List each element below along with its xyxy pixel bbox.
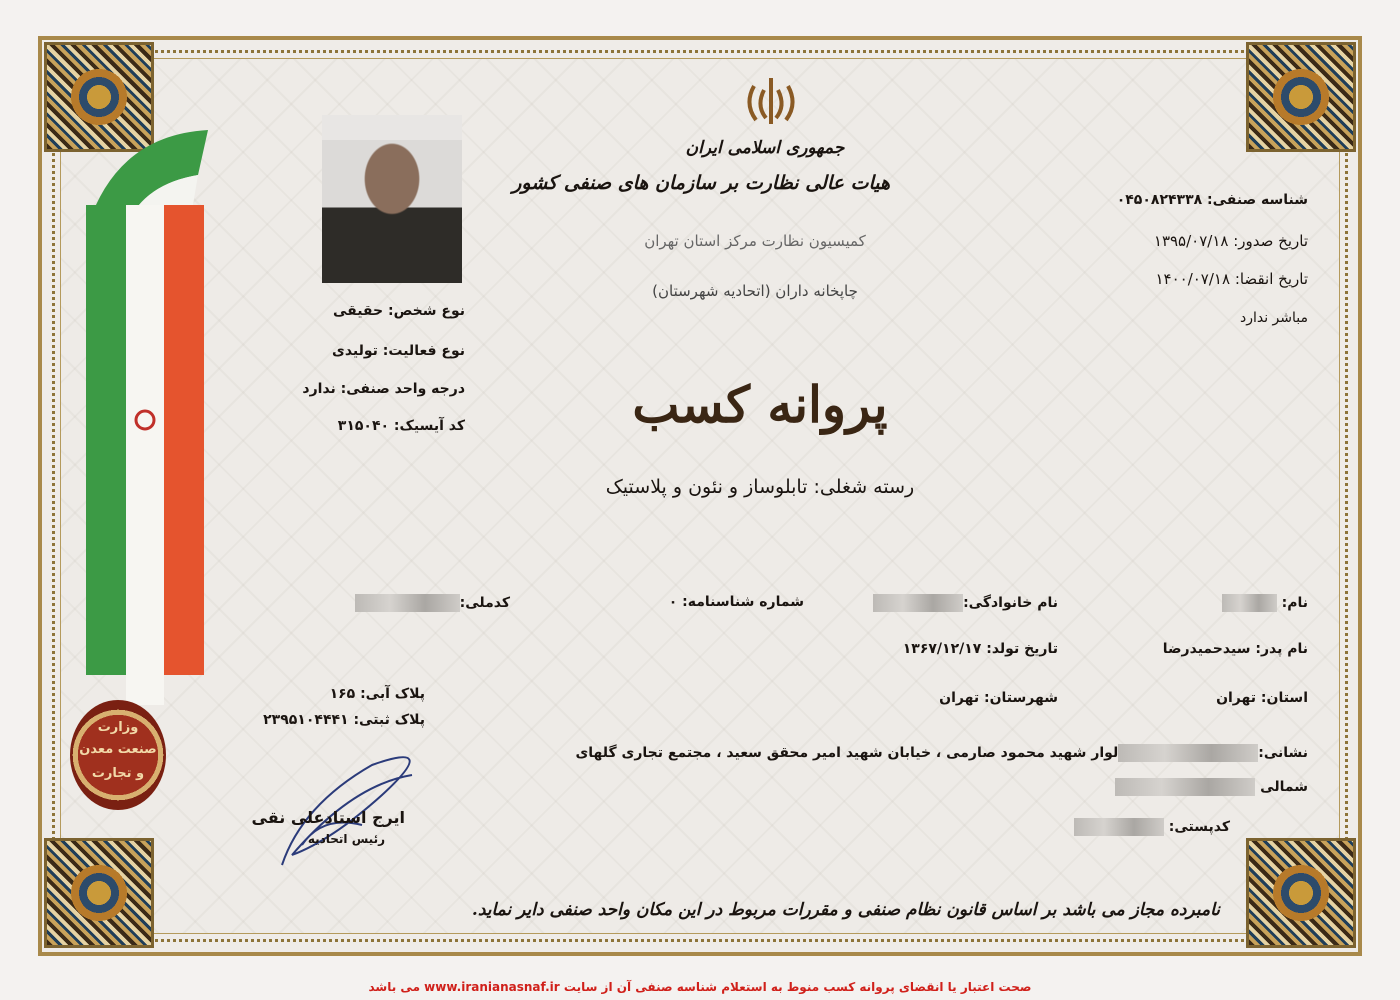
unit-grade: درجه واحد صنفی: ندارد <box>302 381 465 397</box>
person-type: نوع شخص: حقیقی <box>332 303 465 319</box>
blue-plate: پلاک آبی: ۱۶۵ <box>329 686 425 702</box>
guild-id: شناسه صنفی: ۰۴۵۰۸۲۴۳۳۸ <box>1116 192 1308 208</box>
province-field: استان: تهران <box>1216 690 1308 706</box>
issue-date: تاریخ صدور: ۱۳۹۵/۰۷/۱۸ <box>1153 232 1308 250</box>
city-field: شهرستان: تهران <box>939 690 1058 706</box>
occupation-category: رسته شغلی: تابلوساز و نئون و پلاستیک <box>605 476 915 498</box>
redacted-name <box>1222 594 1277 612</box>
ornament-corner-bottom-left <box>44 838 154 948</box>
national-code-field: کدملی: <box>355 594 510 612</box>
birth-date-field: تاریخ تولد: ۱۳۶۷/۱۲/۱۷ <box>902 641 1058 657</box>
address-line-2: شمالی <box>1115 778 1308 796</box>
address-field: نشانی:لوار شهید محمود صارمی ، خیابان شهید امیر محقق سعید ، مجتمع تجاری گلهای <box>575 745 1308 761</box>
activity-type: نوع فعالیت: تولیدی <box>332 343 465 359</box>
name-field: نام: <box>1222 594 1308 612</box>
footer-verification-note: صحت اعتبار یا انقضای پروانه کسب منوط به استعلام شناسه صنفی آن از سایت www.iranianasnaf.ir می باشد <box>368 980 1032 994</box>
redacted-national-code <box>355 594 460 612</box>
agent-status: مباشر ندارد <box>1239 310 1308 326</box>
issue-date-value: ۱۳۹۵/۰۷/۱۸ <box>1153 232 1229 250</box>
address-value: لوار شهید محمود صارمی ، خیابان شهید امیر محقق سعید ، مجتمع تجاری گلهای <box>575 745 1119 761</box>
expiry-date-value: ۱۴۰۰/۰۷/۱۸ <box>1155 270 1231 288</box>
header-republic: جمهوری اسلامی ایران <box>685 138 845 158</box>
postal-code-field: کدپستی: <box>1074 818 1230 836</box>
guild-id-value: ۰۴۵۰۸۲۴۳۳۸ <box>1116 192 1203 208</box>
holder-photo-pixelated <box>322 115 462 283</box>
redacted-family-name <box>873 594 963 612</box>
iran-emblem-icon <box>742 72 800 130</box>
permission-statement: نامبرده مجاز می باشد بر اساس قانون نظام صنفی و مقررات مربوط در این مکان واحد صنفی دایر نماید. <box>471 900 1220 920</box>
signatory-name: ایرج استادعلی نقی <box>251 808 405 827</box>
redacted-address <box>1118 744 1258 762</box>
registry-plate: پلاک ثبتی: ۲۳۹۵۱۰۴۴۴۱ <box>263 712 425 728</box>
certificate-title: پروانه کسب <box>632 375 888 434</box>
father-name-field: نام پدر: سیدحمیدرضا <box>1162 641 1308 657</box>
iran-flag-ribbon-icon <box>78 115 208 705</box>
ornament-corner-top-right <box>1246 42 1356 152</box>
seal-text-2: صنعت معدن <box>79 742 157 757</box>
header-supervisory-board: هیات عالی نظارت بر سازمان های صنفی کشور <box>512 172 890 194</box>
ornament-corner-bottom-right <box>1246 838 1356 948</box>
redacted-postal-code <box>1074 818 1164 836</box>
isic-code: کد آیسیک: ۳۱۵۰۴۰ <box>337 418 465 434</box>
seal-text-1: وزارت <box>97 720 139 735</box>
header-union: چاپخانه داران (اتحادیه شهرستان) <box>652 282 858 300</box>
signatory-role: رئیس اتحادیه <box>307 832 385 846</box>
family-name-field: نام خانوادگی: <box>873 594 1058 612</box>
header-commission: کمیسیون نظارت مرکز استان تهران <box>644 232 866 250</box>
seal-text-3: و تجارت <box>91 766 145 781</box>
id-number-field: شماره شناسنامه: ۰ <box>668 594 804 610</box>
ministry-seal <box>70 700 166 810</box>
expiry-date: تاریخ انقضا: ۱۴۰۰/۰۷/۱۸ <box>1155 270 1308 288</box>
